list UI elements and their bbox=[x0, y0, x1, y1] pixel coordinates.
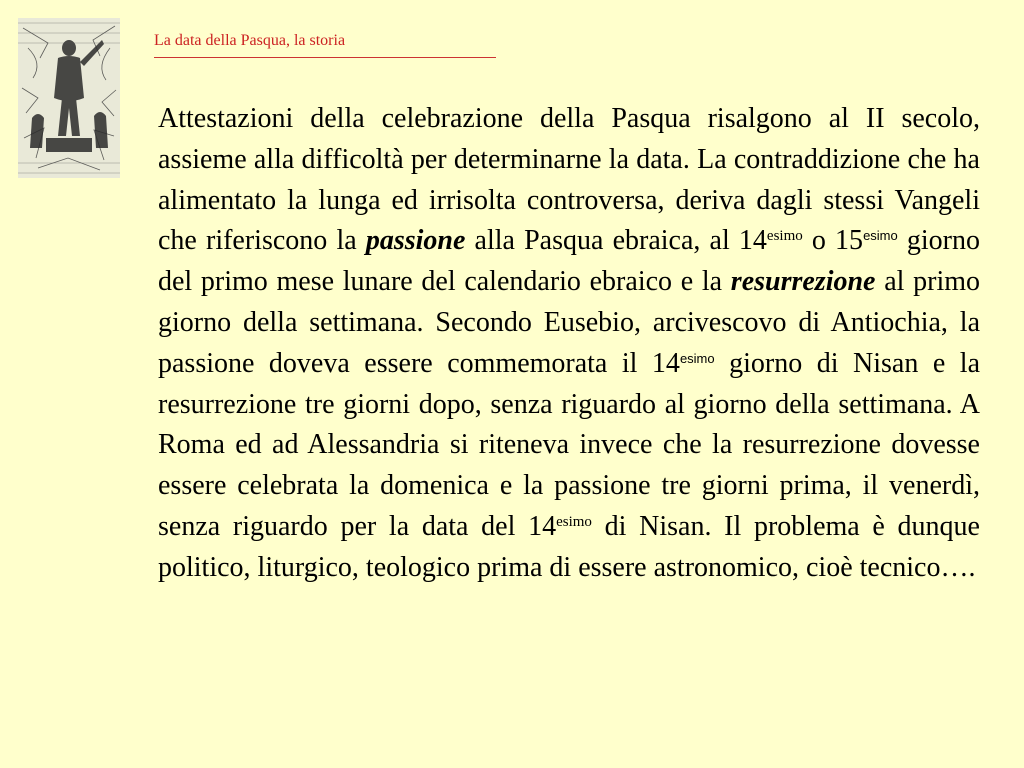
main-paragraph bbox=[158, 99, 980, 589]
slide-title: La data della Pasqua, la storia bbox=[154, 32, 346, 49]
slide-header bbox=[154, 31, 496, 58]
superscript-esimo: esimo bbox=[556, 513, 592, 530]
superscript-esimo: esimo bbox=[766, 228, 803, 245]
emphasis-resurrezione: resurrezione bbox=[730, 266, 876, 298]
text-segment: o 15 bbox=[802, 225, 864, 257]
superscript-esimo: esimo bbox=[863, 228, 898, 244]
text-segment: giorno del primo mese lunare del calendario ebraico e la bbox=[158, 225, 981, 298]
text-segment: alla Pasqua ebraica, al 14 bbox=[465, 225, 767, 257]
woodcut-resurrection-image bbox=[18, 18, 120, 178]
emphasis-passione: passione bbox=[365, 225, 466, 257]
text-segment: al primo giorno della settimana. Secondo Eusebio, arcivescovo di Antiochia, la passione doveva essere commemorata il 14 bbox=[158, 266, 981, 379]
superscript-esimo: esimo bbox=[679, 350, 715, 366]
text-segment: Attestazioni della celebrazione della Pasqua risalgono al II secolo, assieme alla difficoltà per determinarne la data. La contraddizione che ha alimentato la lunga ed irrisolta controversa, deriva dagli stessi Vangeli che riferiscono la bbox=[158, 103, 980, 257]
text-segment: giorno di Nisan e la resurrezione tre giorni dopo, senza riguardo al giorno della settimana. A Roma ed ad Alessandria si riteneva invece che la resurrezione dovesse essere celebrata la domenica e la passione tre giorni prima, il venerdì, senza riguardo per la data del 14 bbox=[158, 347, 980, 542]
text-segment: di Nisan. Il problema è dunque politico, liturgico, teologico prima di essere astronomico, cioè tecnico…. bbox=[158, 510, 980, 583]
